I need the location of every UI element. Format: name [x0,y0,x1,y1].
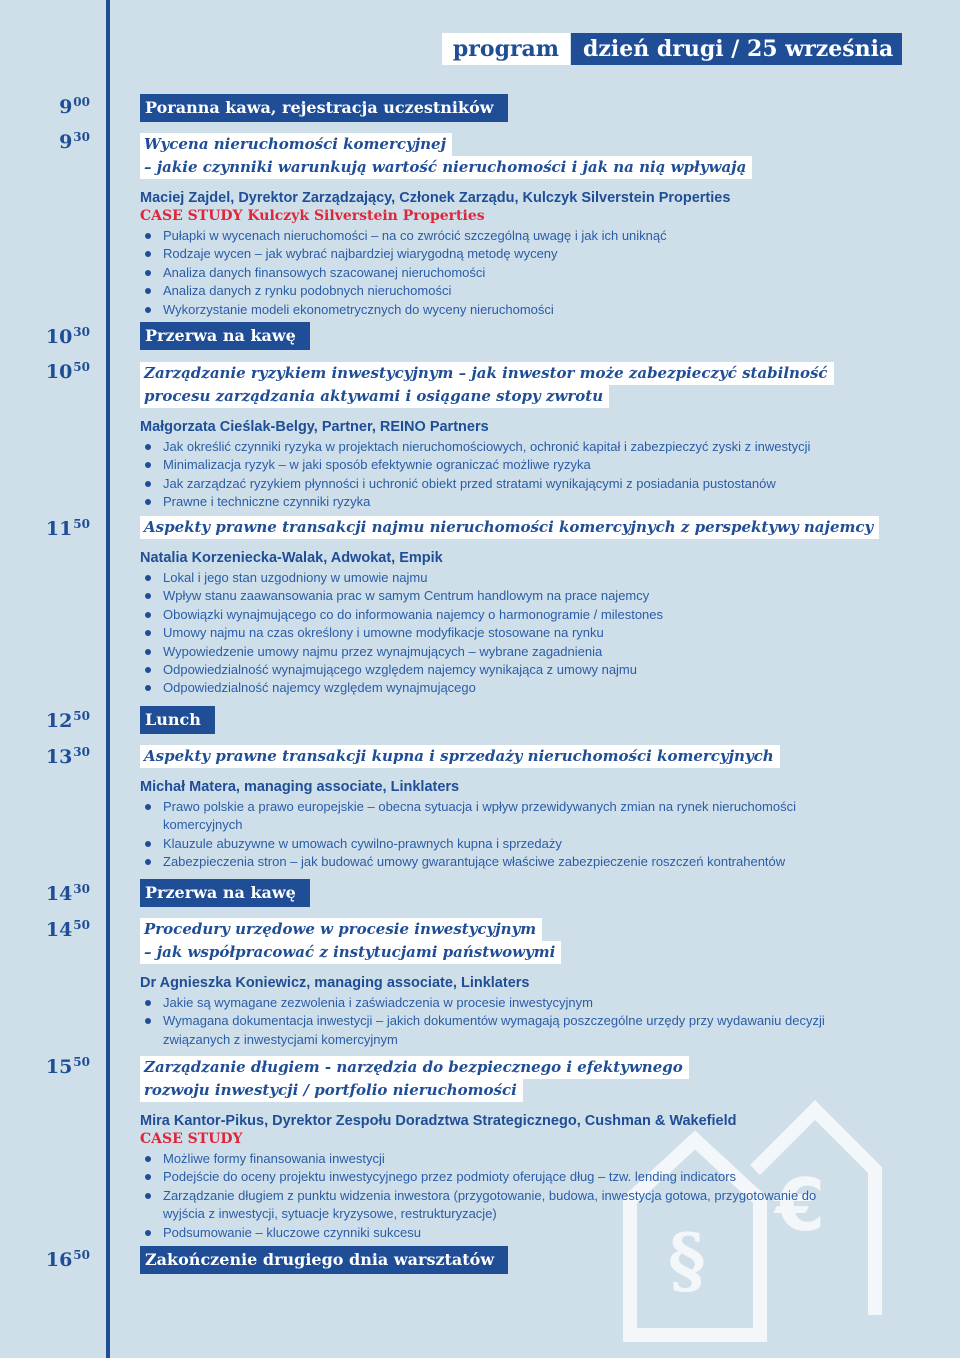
session-time: $14^{30}$ [45,882,90,905]
speaker: Małgorzata Cieślak-Belgy, Partner, REINO Partners [140,419,489,435]
list-item: Wymagana dokumentacja inwestycji – jakich dokumentów wymagają poszczególne urzędy przy wydawaniu decyzji związanych z inwestycjami komercyjnym [140,1012,870,1049]
session-title: procesu zarządzania aktywami i osiągane stopy zwrotu [140,385,609,408]
session-time: $12^{50}$ [45,709,90,732]
session-title: Przerwa na kawę [140,322,310,350]
header-day-label: dzień drugi / 25 września [571,33,902,65]
list-item: Odpowiedzialność wynajmującego względem najemcy wynikająca z umowy najmu [140,661,920,679]
session-block [140,1056,920,1242]
session-block [140,322,920,350]
list-item: Umowy najmu na czas określony i umowne modyfikacje stosowane na rynku [140,624,920,642]
euro-icon: € [775,1163,826,1247]
session-time: $13^{30}$ [45,745,90,768]
session-block [140,745,920,872]
session-time: $9^{30}$ [59,130,90,153]
session-title: – jak współpracować z instytucjami państwowymi [140,941,561,964]
speaker: Maciej Zajdel, Dyrektor Zarządzający, Członek Zarządu, Kulczyk Silverstein Properties [140,190,731,206]
list-item: Prawne i techniczne czynniki ryzyka [140,493,920,511]
session-title: Procedury urzędowe w procesie inwestycyjnym [140,918,542,941]
list-item: Odpowiedzialność najemcy względem wynajmującego [140,679,920,697]
list-item: Pułapki w wycenach nieruchomości – na co zwrócić szczególną uwagę i jak ich uniknąć [140,227,920,245]
speaker: Natalia Korzeniecka-Walak, Adwokat, Empik [140,550,443,566]
list-item: Podejście do oceny projektu inwestycyjnego przez podmioty oferujące dług – tzw. lending indicators [140,1168,830,1186]
topic-list [140,227,920,319]
session-time: $11^{50}$ [45,517,90,540]
list-item: Analiza danych finansowych szacowanej nieruchomości [140,264,920,282]
list-item: Zabezpieczenia stron – jak budować umowy gwarantujące właściwe zabezpieczenie roszczeń kontrahentów [140,853,860,871]
session-title: rozwoju inwestycji / portfolio nieruchomości [140,1079,523,1102]
list-item: Jak zarządzać ryzykiem płynności i uchronić obiekt przed stratami wynikającymi z posiadania pustostanów [140,475,920,493]
session-title: Wycena nieruchomości komercyjnej [140,133,452,156]
list-item: Wpływ stanu zaawansowania prac w samym Centrum handlowym na prace najemcy [140,587,920,605]
session-time: $14^{50}$ [45,918,90,941]
list-item: Jakie są wymagane zezwolenia i zaświadczenia w procesie inwestycyjnym [140,994,870,1012]
session-title: Przerwa na kawę [140,879,310,907]
session-title: Aspekty prawne transakcji kupna i sprzedaży nieruchomości komercyjnych [140,745,780,768]
list-item: Prawo polskie a prawo europejskie – obecna sytuacja i wpływ przewidywanych zmian na rynek nieruchomości komercyjnych [140,798,860,835]
speaker: Dr Agnieszka Koniewicz, managing associate, Linklaters [140,975,530,991]
session-block [140,1246,920,1274]
topic-list [140,569,920,698]
session-time: $10^{30}$ [45,325,90,348]
case-study-label: CASE STUDY [140,1131,243,1147]
speaker: Michał Matera, managing associate, Linklaters [140,779,460,795]
session-block [140,362,920,512]
session-title: Zakończenie drugiego dnia warsztatów [140,1246,508,1274]
session-title: Zarządzanie ryzykiem inwestycyjnym – jak inwestor może zabezpieczyć stabilność [140,362,834,385]
session-title: Poranna kawa, rejestracja uczestników [140,94,508,122]
list-item: Zarządzanie długiem z punktu widzenia inwestora (przygotowanie, budowa, inwestycja gotowa, przygotowanie do wyjścia z inwestycji, sytuacje kryzysowe, restrukturyzacje) [140,1187,830,1224]
session-block [140,516,920,698]
session-block [140,133,920,319]
paragraph-icon: § [668,1217,706,1302]
list-item: Możliwe formy finansowania inwestycji [140,1150,830,1168]
topic-list [140,1150,830,1242]
session-title: – jakie czynniki warunkują wartość nieruchomości i jak na nią wpływają [140,156,752,179]
session-time: $9^{00}$ [59,95,90,118]
session-block [140,879,920,907]
session-block [140,706,920,734]
list-item: Wykorzystanie modeli ekonometrycznych do wyceny nieruchomości [140,301,920,319]
list-item: Wypowiedzenie umowy najmu przez wynajmujących – wybrane zagadnienia [140,643,920,661]
list-item: Klauzule abuzywne w umowach cywilno-prawnych kupna i sprzedaży [140,835,860,853]
topic-list [140,994,870,1049]
session-time: $16^{50}$ [45,1248,90,1271]
topic-list [140,798,860,872]
list-item: Analiza danych z rynku podobnych nieruchomości [140,282,920,300]
session-time: $15^{50}$ [45,1055,90,1078]
list-item: Obowiązki wynajmującego co do informowania najemcy o harmonogramie / milestones [140,606,920,624]
session-time: $10^{50}$ [45,360,90,383]
session-title: Zarządzanie długiem - narzędzia do bezpiecznego i efektywnego [140,1056,689,1079]
timeline-line [106,0,110,1358]
list-item: Minimalizacja ryzyk – w jaki sposób efektywnie ograniczać możliwe ryzyka [140,456,920,474]
session-block [140,918,920,1049]
case-study-label: CASE STUDY Kulczyk Silverstein Properties [140,208,485,224]
list-item: Lokal i jego stan uzgodniony w umowie najmu [140,569,920,587]
header-program-label: program [442,33,570,65]
list-item: Jak określić czynniki ryzyka w projektach nieruchomościowych, ochronić kapitał i zabezpieczyć zyski z inwestycji [140,438,920,456]
session-block [140,94,920,122]
session-title: Aspekty prawne transakcji najmu nieruchomości komercyjnych z perspektywy najemcy [140,516,879,539]
list-item: Podsumowanie – kluczowe czynniki sukcesu [140,1224,830,1242]
session-title: Lunch [140,706,215,734]
speaker: Mira Kantor-Pikus, Dyrektor Zespołu Doradztwa Strategicznego, Cushman & Wakefield [140,1113,737,1129]
list-item: Rodzaje wycen – jak wybrać najbardziej wiarygodną metodę wyceny [140,245,920,263]
topic-list [140,438,920,512]
